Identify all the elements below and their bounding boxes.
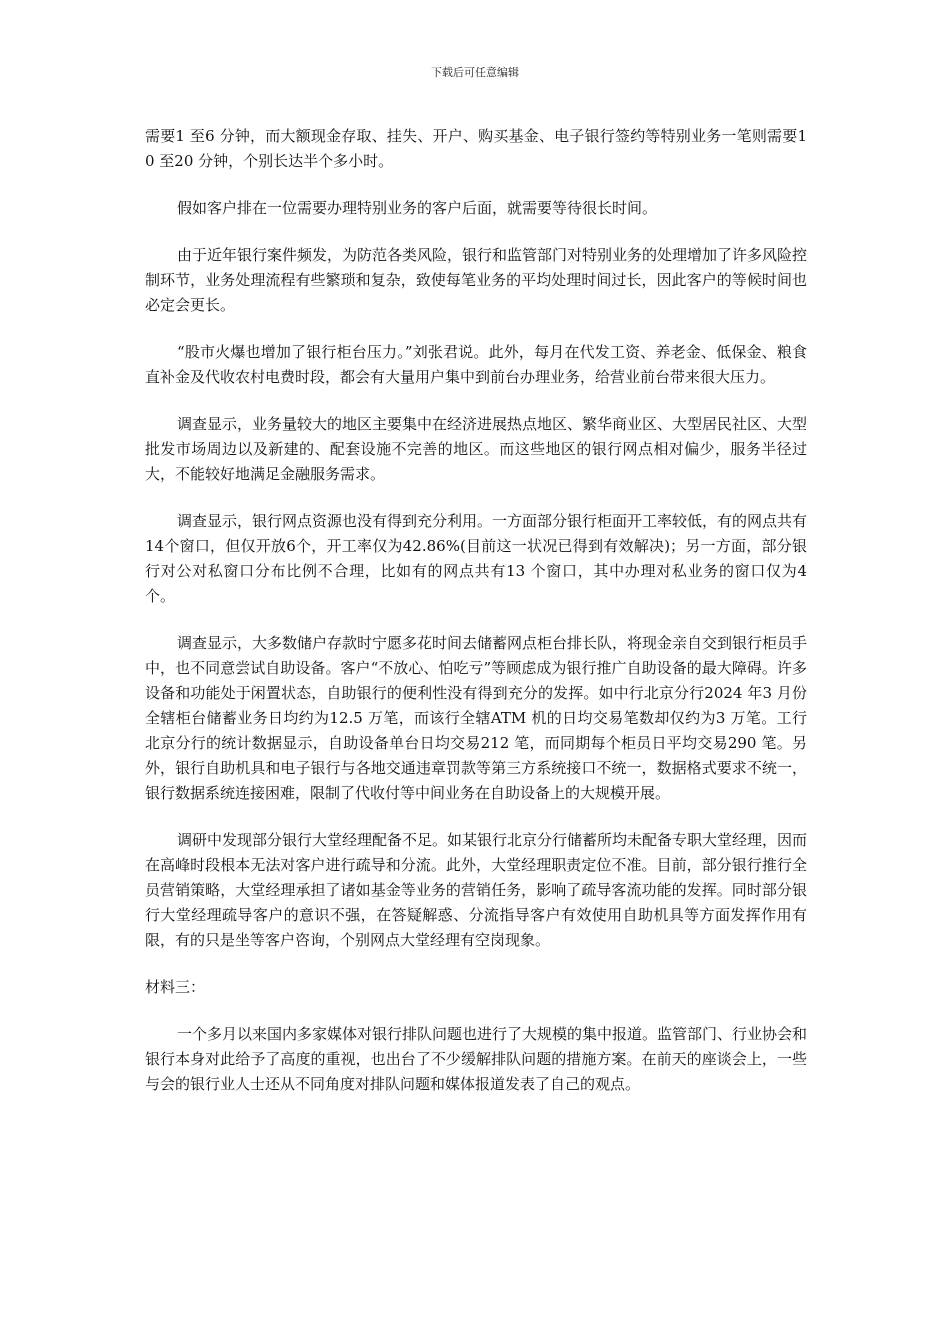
- paragraph-7: 调查显示，大多数储户存款时宁愿多花时间去储蓄网点柜台排长队，将现金亲自交到银行柜员手中，也不同意尝试自助设备。客户“不放心、怕吃亏”等顾虑成为银行推广自助设备的最大障碍。许多设备和功能处于闲置状态，自助银行的便利性没有得到充分的发挥。如中行北京分行2024 年3 月份全辖柜台储蓄业务日均约为12.5 万笔，而该行全辖ATM 机的日均交易笔数却仅约为3 万笔。工行北京分行的统计数据显示，自助设备单台日均交易212 笔，而同期每个柜员日平均交易290 笔。另外，银行自助机具和电子银行与各地交通违章罚款等第三方系统接口不统一，数据格式要求不统一，银行数据系统连接困难，限制了代收付等中间业务在自助设备上的大规模开展。: [145, 634, 808, 802]
- paragraph-3: 由于近年银行案件频发，为防范各类风险，银行和监管部门对特别业务的处理增加了许多风险控制环节，业务处理流程有些繁琐和复杂，致使每笔业务的平均处理时间过长，因此客户的等候时间也必定会更长。: [145, 246, 808, 314]
- paragraph-5: 调查显示，业务量较大的地区主要集中在经济进展热点地区、繁华商业区、大型居民社区、大型批发市场周边以及新建的、配套设施不完善的地区。而这些地区的银行网点相对偏少，服务半径过大，不能较好地满足金融服务需求。: [145, 415, 808, 483]
- page-header: 下载后可任意编辑: [431, 66, 519, 79]
- section-label: 材料三：: [145, 978, 206, 996]
- paragraph-4: “股市火爆也增加了银行柜台压力。”刘张君说。此外，每月在代发工资、养老金、低保金、粮食直补金及代收农村电费时段，都会有大量用户集中到前台办理业务，给营业前台带来很大压力。: [145, 343, 807, 386]
- paragraph-9: 一个多月以来国内多家媒体对银行排队问题也进行了大规模的集中报道。监管部门、行业协会和银行本身对此给予了高度的重视，也出台了不少缓解排队问题的措施方案。在前天的座谈会上，一些与会的银行业人士还从不同角度对排队问题和媒体报道发表了自己的观点。: [145, 1025, 808, 1093]
- paragraph-2: 假如客户排在一位需要办理特别业务的客户后面，就需要等待很长时间。: [177, 199, 658, 217]
- document-body: [145, 124, 807, 1119]
- paragraph-1: 需要1 至6 分钟，而大额现金存取、挂失、开户、购买基金、电子银行签约等特别业务一笔则需要10 至20 分钟，个别长达半个多小时。: [145, 127, 807, 170]
- paragraph-6: 调查显示，银行网点资源也没有得到充分利用。一方面部分银行柜面开工率较低，有的网点共有14个窗口，但仅开放6个，开工率仅为42.86%(目前这一状况已得到有效解决)；另一方面，部分银行对公对私窗口分布比例不合理，比如有的网点共有13 个窗口，其中办理对私业务的窗口仅为4 个。: [145, 512, 808, 605]
- paragraph-8: 调研中发现部分银行大堂经理配备不足。如某银行北京分行储蓄所均未配备专职大堂经理，因而在高峰时段根本无法对客户进行疏导和分流。此外，大堂经理职责定位不准。目前，部分银行推行全员营销策略，大堂经理承担了诸如基金等业务的营销任务，影响了疏导客流功能的发挥。同时部分银行大堂经理疏导客户的意识不强，在答疑解惑、分流指导客户有效使用自助机具等方面发挥作用有限，有的只是坐等客户咨询，个别网点大堂经理有空岗现象。: [145, 831, 808, 949]
